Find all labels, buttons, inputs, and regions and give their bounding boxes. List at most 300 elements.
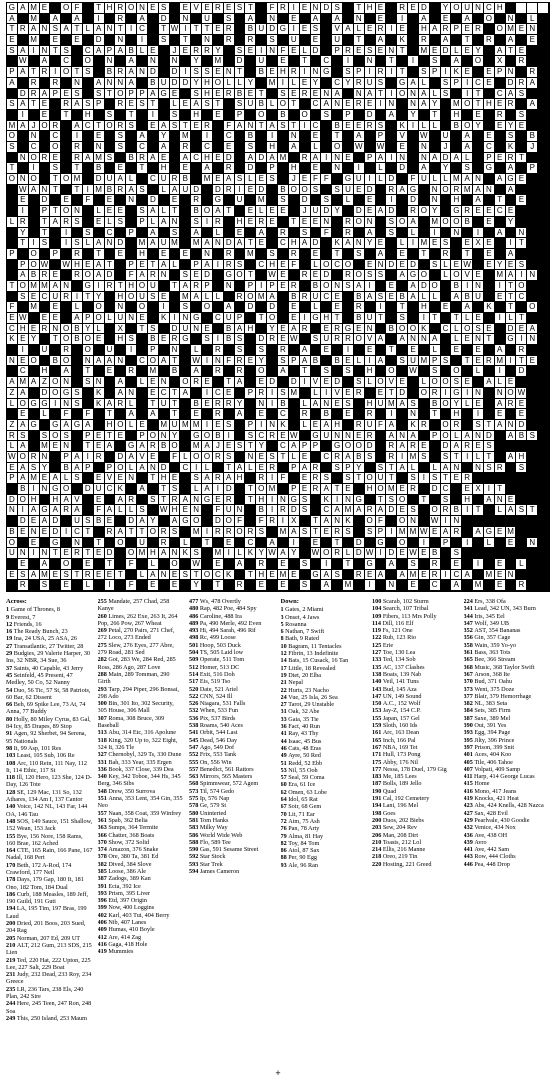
- grid-cell-letter: E: [332, 399, 343, 410]
- grid-cell-letter: P: [376, 131, 387, 142]
- grid-cell-letter: T: [441, 473, 452, 484]
- grid-cell-black: [527, 121, 538, 132]
- grid-cell-black: [256, 302, 267, 313]
- grid-cell-letter: I: [343, 56, 354, 67]
- grid-cell-letter: P: [61, 452, 72, 463]
- grid-cell-black: [170, 163, 181, 174]
- grid-cell-letter: A: [137, 270, 148, 281]
- grid-cell-letter: E: [311, 249, 322, 260]
- grid-cell-letter: S: [18, 431, 29, 442]
- grid-cell-letter: Y: [332, 206, 343, 217]
- grid-cell-black: [105, 99, 116, 110]
- grid-cell-black: [61, 142, 72, 153]
- clue-entry: [372, 729, 459, 736]
- grid-cell-black: [300, 302, 311, 313]
- grid-cell-letter: A: [386, 110, 397, 121]
- grid-cell-letter: F: [278, 473, 289, 484]
- clue-entry: [98, 700, 185, 715]
- grid-cell-letter: C: [332, 78, 343, 89]
- grid-cell-black: [191, 131, 202, 142]
- grid-cell-letter: I: [126, 24, 137, 35]
- grid-cell-letter: T: [105, 431, 116, 442]
- grid-cell-letter: C: [18, 366, 29, 377]
- grid-cell-letter: L: [300, 399, 311, 410]
- grid-cell-letter: A: [126, 452, 137, 463]
- clue-entry: [98, 795, 185, 810]
- grid-cell-letter: N: [506, 420, 517, 431]
- grid-cell-letter: S: [29, 463, 40, 474]
- clue-number: 583: [189, 824, 200, 832]
- grid-cell-letter: T: [516, 356, 527, 367]
- grid-cell-letter: E: [516, 324, 527, 335]
- grid-cell-letter: S: [484, 441, 495, 452]
- grid-cell-letter: R: [202, 121, 213, 132]
- grid-cell-letter: D: [40, 388, 51, 399]
- grid-cell-letter: A: [311, 399, 322, 410]
- grid-cell-black: [484, 409, 495, 420]
- grid-cell-letter: T: [83, 292, 94, 303]
- clue-number: 19: [280, 671, 289, 679]
- grid-cell-letter: E: [29, 538, 40, 549]
- grid-cell-letter: E: [202, 3, 213, 14]
- crossword-grid: [6, 2, 550, 592]
- grid-cell-letter: O: [441, 185, 452, 196]
- grid-cell-black: [72, 228, 83, 239]
- grid-cell-letter: A: [267, 153, 278, 164]
- grid-cell-letter: I: [441, 570, 452, 581]
- grid-cell-letter: R: [213, 399, 224, 410]
- grid-cell-black: [40, 35, 51, 46]
- clue-entry: [372, 737, 459, 744]
- grid-cell-letter: S: [278, 89, 289, 100]
- grid-cell-black: [495, 142, 506, 153]
- grid-cell-black: [311, 495, 322, 506]
- grid-cell-black: [72, 345, 83, 356]
- grid-cell-letter: A: [386, 431, 397, 442]
- clue-number: 522: [189, 692, 200, 700]
- grid-cell-black: [180, 89, 191, 100]
- grid-cell-letter: D: [126, 516, 137, 527]
- clue-entry: [464, 802, 551, 809]
- clue-number: 340: [97, 773, 109, 781]
- grid-cell-black: [235, 24, 246, 35]
- grid-cell-letter: E: [451, 559, 462, 570]
- grid-cell-letter: R: [235, 580, 246, 591]
- grid-cell-letter: E: [473, 110, 484, 121]
- grid-cell-letter: I: [267, 473, 278, 484]
- grid-cell-letter: L: [40, 409, 51, 420]
- grid-cell-letter: D: [386, 206, 397, 217]
- grid-cell-letter: R: [72, 548, 83, 559]
- grid-cell-letter: N: [365, 217, 376, 228]
- grid-cell-black: [484, 313, 495, 324]
- grid-cell-letter: K: [321, 495, 332, 506]
- grid-cell-black: [137, 334, 148, 345]
- grid-cell-letter: S: [191, 89, 202, 100]
- grid-cell-letter: B: [235, 89, 246, 100]
- grid-cell-letter: T: [386, 56, 397, 67]
- grid-cell-black: [148, 131, 159, 142]
- clue-text: Gates, 2 Miami: [285, 606, 324, 614]
- grid-cell-black: [94, 409, 105, 420]
- grid-cell-letter: J: [289, 174, 300, 185]
- grid-cell-letter: E: [256, 409, 267, 420]
- grid-cell-letter: E: [245, 217, 256, 228]
- grid-cell-letter: C: [213, 388, 224, 399]
- grid-cell-black: [18, 538, 29, 549]
- grid-cell-letter: S: [170, 110, 181, 121]
- grid-cell-black: [94, 67, 105, 78]
- grid-cell-black: [441, 206, 452, 217]
- grid-cell-black: [213, 35, 224, 46]
- grid-cell-letter: R: [29, 89, 40, 100]
- grid-cell-letter: E: [365, 99, 376, 110]
- grid-cell-black: [527, 345, 538, 356]
- grid-cell-letter: E: [213, 67, 224, 78]
- grid-cell-letter: I: [495, 366, 506, 377]
- grid-cell-letter: R: [148, 441, 159, 452]
- grid-cell-letter: D: [321, 206, 332, 217]
- grid-cell-letter: R: [224, 249, 235, 260]
- grid-cell-letter: E: [256, 580, 267, 591]
- grid-cell-letter: W: [408, 366, 419, 377]
- grid-cell-letter: E: [159, 249, 170, 260]
- grid-cell-letter: O: [332, 142, 343, 153]
- grid-cell-letter: L: [7, 399, 18, 410]
- grid-cell-letter: I: [202, 131, 213, 142]
- grid-cell-letter: R: [105, 281, 116, 292]
- clue-entry: [6, 643, 93, 650]
- clue-entry: [281, 811, 368, 818]
- grid-cell-letter: L: [213, 292, 224, 303]
- clue-number: 307: [97, 714, 109, 722]
- grid-cell-letter: E: [61, 580, 72, 591]
- grid-cell-letter: T: [105, 409, 116, 420]
- grid-cell-letter: Y: [94, 292, 105, 303]
- grid-cell-black: [527, 548, 538, 559]
- clue-text: SE, 129 Mac, 131 So, 132 Athares, 134 Am I, 137 Cantor: [6, 788, 83, 804]
- clue-text: Budgies, 29 Valerie Harper, 30 Ins, 32 NBR, 34 Sue, 36: [6, 650, 91, 665]
- grid-cell-letter: E: [495, 99, 506, 110]
- clue-number: 275: [97, 641, 109, 649]
- grid-cell-letter: G: [213, 195, 224, 206]
- clue-entry: [464, 824, 551, 831]
- grid-cell-black: [473, 67, 484, 78]
- grid-cell-letter: A: [430, 24, 441, 35]
- grid-cell-black: [538, 334, 549, 345]
- grid-cell-black: [495, 516, 506, 527]
- grid-cell-letter: A: [451, 153, 462, 164]
- grid-cell-letter: J: [441, 142, 452, 153]
- clue-text: Bud, 145 Aza: [382, 685, 417, 693]
- grid-cell-black: [538, 206, 549, 217]
- grid-cell-letter: S: [419, 67, 430, 78]
- grid-cell-letter: O: [397, 89, 408, 100]
- grid-cell-letter: L: [126, 463, 137, 474]
- grid-cell-black: [148, 313, 159, 324]
- grid-cell-black: [83, 388, 94, 399]
- clue-text: Dill, 116 Elf: [382, 619, 414, 627]
- grid-cell-black: [462, 516, 473, 527]
- grid-cell-black: [538, 313, 549, 324]
- grid-cell-black: [159, 516, 170, 527]
- grid-cell-letter: U: [72, 516, 83, 527]
- clue-number: 12: [6, 620, 14, 628]
- clue-number: 5: [280, 620, 286, 628]
- clue-text: Show, 372 Solid: [108, 838, 150, 846]
- grid-cell-letter: E: [343, 484, 354, 495]
- grid-cell-letter: N: [343, 495, 354, 506]
- clue-number: 520: [189, 685, 200, 693]
- grid-cell-letter: M: [408, 452, 419, 463]
- grid-cell-letter: R: [202, 46, 213, 57]
- grid-cell-letter: V: [311, 377, 322, 388]
- grid-cell-letter: E: [311, 35, 322, 46]
- grid-cell-letter: N: [365, 324, 376, 335]
- grid-cell-letter: S: [61, 570, 72, 581]
- grid-cell-letter: A: [18, 388, 29, 399]
- grid-cell-black: [148, 505, 159, 516]
- grid-cell-letter: R: [386, 185, 397, 196]
- grid-cell-letter: R: [256, 388, 267, 399]
- clue-text: Saxe, 389 Mel: [474, 714, 511, 722]
- grid-cell-letter: D: [50, 527, 61, 538]
- grid-cell-letter: L: [202, 463, 213, 474]
- clue-text: Lani, 196 Mel: [382, 802, 419, 810]
- grid-cell-black: [235, 388, 246, 399]
- grid-cell-letter: M: [278, 527, 289, 538]
- grid-cell-letter: S: [300, 228, 311, 239]
- grid-cell-letter: N: [332, 431, 343, 442]
- grid-cell-letter: O: [115, 538, 126, 549]
- grid-cell-letter: I: [191, 463, 202, 474]
- grid-cell-letter: A: [137, 14, 148, 25]
- clue-text: Ted, 220 Hat, 222 Upton, 225 Lee, 227 Salt, 229 Boat: [6, 956, 91, 971]
- grid-cell-letter: D: [354, 548, 365, 559]
- grid-cell-letter: A: [159, 548, 170, 559]
- grid-cell-letter: I: [365, 580, 376, 591]
- grid-cell-letter: A: [94, 78, 105, 89]
- grid-cell-black: [202, 313, 213, 324]
- grid-cell-black: [105, 249, 116, 260]
- clue-entry: [98, 839, 185, 846]
- grid-cell-letter: A: [376, 35, 387, 46]
- clue-number: 175: [372, 758, 383, 766]
- grid-cell-black: [202, 516, 213, 527]
- grid-cell-black: [484, 366, 495, 377]
- clue-text: Arson, 368 Ite: [474, 670, 510, 678]
- grid-cell-letter: R: [159, 538, 170, 549]
- grid-cell-black: [386, 14, 397, 25]
- grid-cell-letter: N: [40, 185, 51, 196]
- clue-text: Out, 391 Yes: [474, 722, 507, 730]
- grid-cell-black: [278, 174, 289, 185]
- grid-cell-letter: T: [94, 121, 105, 132]
- grid-cell-letter: R: [213, 473, 224, 484]
- clue-entry: [281, 643, 368, 650]
- grid-cell-letter: R: [18, 580, 29, 591]
- grid-cell-letter: N: [397, 431, 408, 442]
- clue-entry: [464, 642, 551, 649]
- grid-cell-letter: O: [397, 217, 408, 228]
- grid-cell-black: [202, 505, 213, 516]
- grid-cell-letter: M: [386, 399, 397, 410]
- grid-cell-letter: N: [159, 377, 170, 388]
- grid-cell-black: [365, 131, 376, 142]
- grid-cell-black: [180, 110, 191, 121]
- grid-cell-black: [332, 56, 343, 67]
- grid-cell-letter: T: [29, 67, 40, 78]
- grid-cell-black: [83, 163, 94, 174]
- grid-cell-letter: E: [343, 153, 354, 164]
- grid-cell-letter: O: [137, 302, 148, 313]
- clue-number: 436: [463, 831, 475, 839]
- grid-cell-letter: L: [311, 302, 322, 313]
- grid-cell-black: [289, 473, 300, 484]
- grid-cell-black: [473, 35, 484, 46]
- grid-cell-black: [321, 441, 332, 452]
- grid-cell-black: [29, 345, 40, 356]
- clue-entry: [372, 715, 459, 722]
- grid-cell-black: [235, 538, 246, 549]
- clue-number: 382: [463, 700, 475, 708]
- grid-cell-letter: Y: [506, 121, 517, 132]
- grid-cell-black: [430, 302, 441, 313]
- grid-cell-letter: T: [105, 559, 116, 570]
- grid-cell-letter: E: [180, 249, 191, 260]
- grid-cell-black: [245, 195, 256, 206]
- grid-cell-letter: Y: [256, 441, 267, 452]
- grid-cell-black: [180, 431, 191, 442]
- grid-cell-letter: N: [495, 388, 506, 399]
- grid-cell-letter: R: [451, 185, 462, 196]
- clue-number: 70: [280, 810, 289, 818]
- grid-cell-letter: A: [18, 473, 29, 484]
- grid-cell-letter: S: [506, 131, 517, 142]
- grid-cell-letter: E: [506, 206, 517, 217]
- clue-text: Fact, 40 Run: [288, 723, 321, 731]
- clue-text: Days, 179 Gap, 180 It, 181 Ono, 182 Tom, 184 Dual: [6, 876, 84, 891]
- grid-cell-letter: A: [397, 570, 408, 581]
- grid-cell-letter: P: [354, 67, 365, 78]
- grid-cell-letter: L: [408, 463, 419, 474]
- grid-cell-letter: N: [311, 3, 322, 14]
- clue-number: 171: [372, 751, 383, 759]
- grid-cell-letter: F: [376, 516, 387, 527]
- grid-cell-black: [441, 195, 452, 206]
- grid-cell-letter: S: [180, 270, 191, 281]
- grid-cell-letter: A: [408, 78, 419, 89]
- grid-cell-letter: O: [126, 548, 137, 559]
- grid-cell-letter: M: [29, 302, 40, 313]
- grid-cell-letter: O: [441, 399, 452, 410]
- grid-cell-letter: K: [7, 334, 18, 345]
- clue-entry: [189, 766, 276, 773]
- clue-text: Nathan, 7 Swift: [285, 628, 325, 636]
- grid-cell-black: [50, 195, 61, 206]
- grid-cell-letter: A: [408, 292, 419, 303]
- grid-cell-letter: R: [267, 463, 278, 474]
- grid-cell-letter: I: [256, 46, 267, 57]
- clue-entry: [372, 693, 459, 700]
- grid-cell-letter: L: [224, 78, 235, 89]
- grid-cell-letter: C: [278, 441, 289, 452]
- grid-cell-letter: N: [343, 431, 354, 442]
- grid-cell-black: [365, 463, 376, 474]
- grid-cell-letter: M: [159, 420, 170, 431]
- grid-cell-letter: S: [408, 505, 419, 516]
- grid-cell-letter: W: [408, 548, 419, 559]
- grid-cell-letter: A: [278, 548, 289, 559]
- grid-cell-black: [462, 366, 473, 377]
- grid-cell-letter: T: [224, 463, 235, 474]
- grid-cell-letter: T: [245, 238, 256, 249]
- clue-text: Norman, 207 Ed, 209 UT: [16, 934, 81, 942]
- grid-cell-letter: E: [376, 14, 387, 25]
- clue-entry: [372, 751, 459, 758]
- clue-entry: [372, 620, 459, 627]
- grid-cell-black: [202, 559, 213, 570]
- grid-cell-letter: R: [224, 527, 235, 538]
- grid-cell-black: [202, 56, 213, 67]
- clue-number: 260: [97, 612, 109, 620]
- grid-cell-letter: A: [484, 495, 495, 506]
- clue-text: Japan, 157 Gel: [382, 714, 420, 722]
- grid-cell-letter: E: [321, 527, 332, 538]
- grid-cell-letter: E: [527, 35, 538, 46]
- clue-text: Nib, 407 Lanes: [108, 919, 147, 927]
- grid-cell-black: [94, 56, 105, 67]
- grid-cell-black: [495, 163, 506, 174]
- grid-cell-letter: B: [61, 463, 72, 474]
- grid-cell-letter: I: [50, 67, 61, 78]
- grid-cell-letter: N: [40, 548, 51, 559]
- grid-cell-letter: I: [430, 228, 441, 239]
- grid-cell-black: [311, 559, 322, 570]
- clue-heading: Down:: [280, 598, 299, 605]
- grid-cell-letter: V: [386, 377, 397, 388]
- grid-cell-letter: E: [365, 570, 376, 581]
- grid-cell-black: [126, 142, 137, 153]
- clue-entry: [189, 802, 276, 809]
- grid-cell-letter: A: [148, 206, 159, 217]
- grid-cell-letter: A: [61, 366, 72, 377]
- grid-cell-letter: S: [365, 270, 376, 281]
- grid-cell-letter: A: [311, 14, 322, 25]
- grid-cell-letter: R: [170, 334, 181, 345]
- grid-cell-black: [527, 409, 538, 420]
- grid-cell-letter: L: [430, 121, 441, 132]
- grid-cell-letter: I: [256, 420, 267, 431]
- clue-entry: [464, 700, 551, 707]
- clue-entry: [189, 737, 276, 744]
- grid-cell-letter: I: [462, 89, 473, 100]
- grid-cell-black: [7, 185, 18, 196]
- grid-cell-letter: V: [332, 388, 343, 399]
- grid-cell-letter: T: [159, 24, 170, 35]
- grid-cell-letter: G: [126, 441, 137, 452]
- clue-entry: [6, 1015, 93, 1022]
- grid-cell-letter: Y: [506, 217, 517, 228]
- grid-cell-black: [376, 324, 387, 335]
- grid-cell-letter: A: [332, 505, 343, 516]
- grid-cell-letter: T: [83, 548, 94, 559]
- clue-entry: [189, 832, 276, 839]
- grid-cell-letter: A: [321, 420, 332, 431]
- grid-cell-letter: N: [191, 505, 202, 516]
- grid-cell-letter: O: [245, 292, 256, 303]
- clue-text: Caroline, 488 Ira: [199, 612, 242, 620]
